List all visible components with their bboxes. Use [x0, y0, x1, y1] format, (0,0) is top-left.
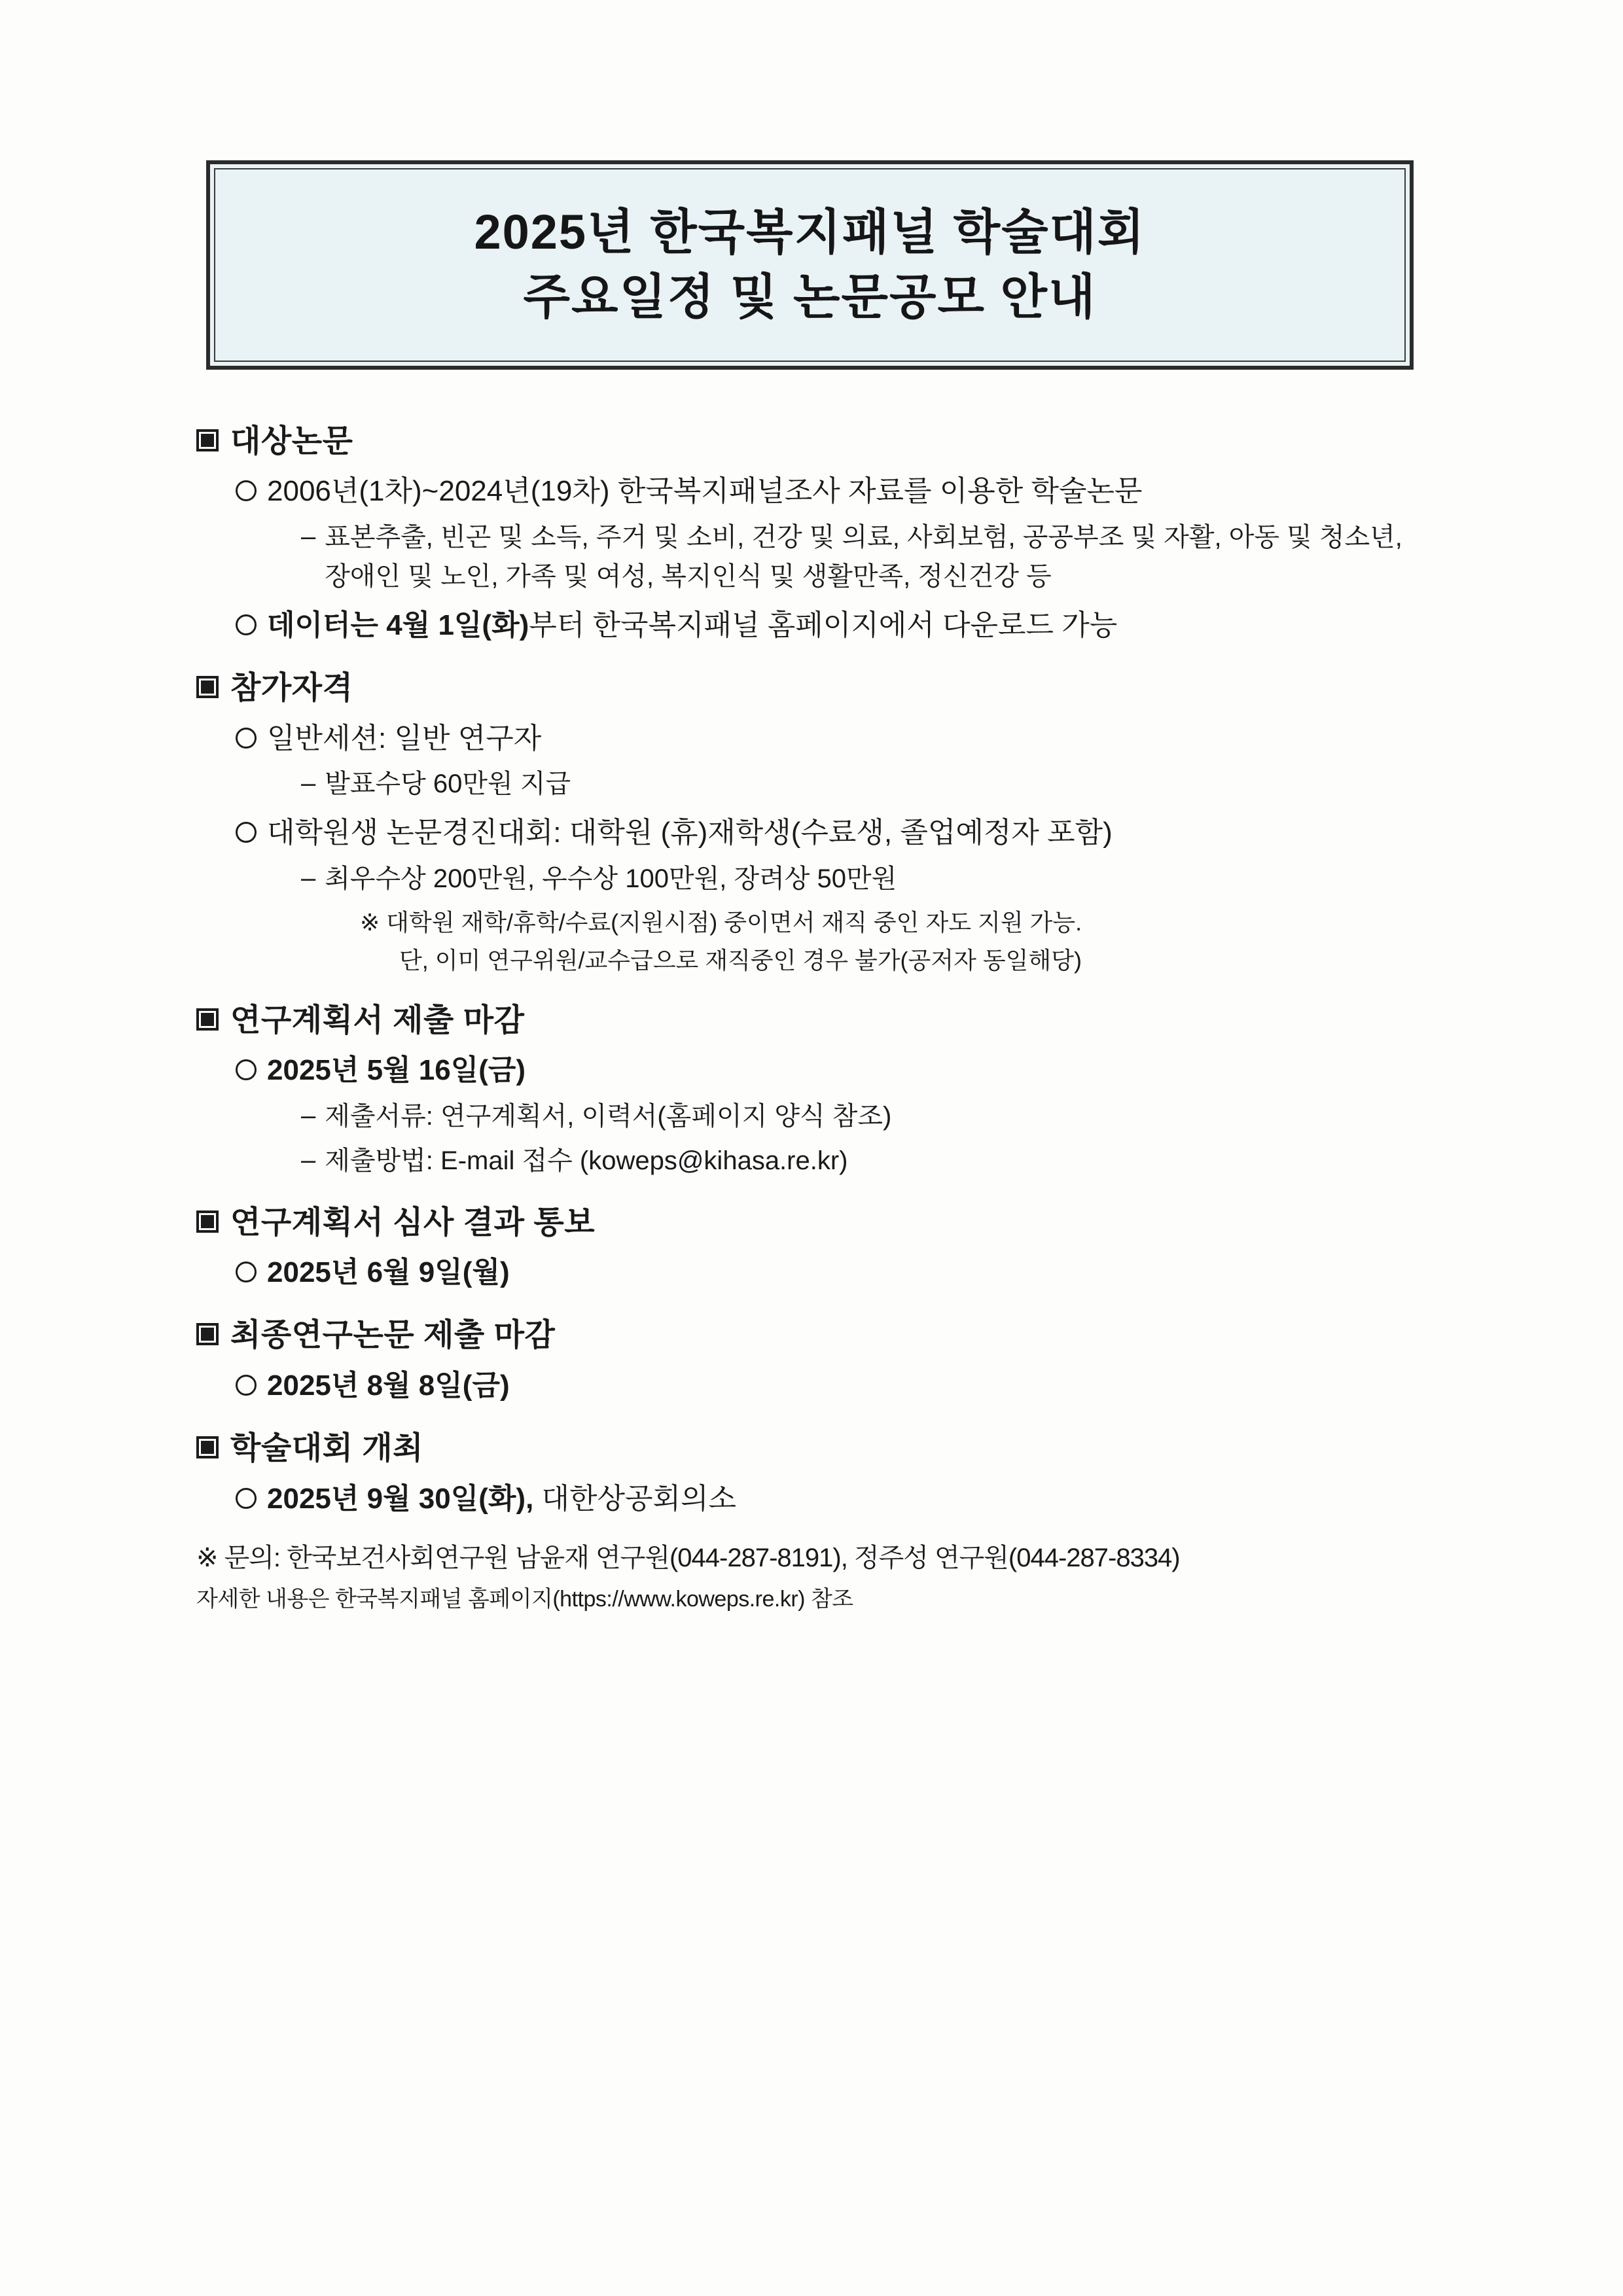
section-proposal-deadline	[196, 1000, 1466, 1180]
note-label: ※ 대학원 재학/휴학/수료(지원시점) 중이면서 재직 중인 자도 지원 가능.	[360, 908, 1082, 936]
square-bullet-icon	[196, 1323, 219, 1345]
section-heading: 학술대회 개최	[230, 1431, 424, 1466]
list-item	[236, 1366, 1466, 1406]
dash-bullet-icon: –	[301, 1101, 316, 1130]
contact-note: ※ 문의: 한국보건사회연구원 남윤재 연구원(044-287-8191), 정주성 연구원(044-287-8334)	[196, 1544, 1180, 1573]
section-eligibility	[196, 668, 1466, 978]
submission-email-label: 제출방법: E-mail 접수 (koweps@kihasa.re.kr)	[325, 1146, 848, 1175]
section-heading: 최종연구논문 제출 마감	[230, 1318, 556, 1353]
square-bullet-icon	[196, 1210, 219, 1233]
list-item-label	[267, 1479, 736, 1519]
result-date: 2025년 6월 9일(월)	[267, 1256, 510, 1288]
list-item-label: 표본추출, 빈곤 및 소득, 주거 및 소비, 건강 및 의료, 사회보험, 공공부조 및 자활, 아동 및 청소년, 장애인 및 노인, 가족 및 여성, 복지인식 및 생활만족, 정신건강 등	[325, 522, 1402, 591]
circle-bullet-icon	[236, 1375, 257, 1396]
list-item-label: 대학원생 논문경진대회: 대학원 (휴)재학생(수료생, 졸업예정자 포함)	[267, 817, 1113, 849]
section-heading-row	[196, 1428, 1466, 1469]
title-box-inner	[214, 168, 1406, 362]
list-item-label: 발표수당 60만원 지급	[325, 769, 571, 799]
list-item-label	[267, 605, 1117, 646]
square-bullet-icon	[196, 429, 219, 451]
list-item	[236, 605, 1466, 646]
square-bullet-icon	[196, 1436, 219, 1458]
circle-bullet-icon	[236, 1059, 257, 1080]
section-heading: 연구계획서 제출 마감	[230, 1002, 525, 1038]
section-conference-date	[196, 1428, 1466, 1519]
circle-bullet-icon	[236, 1488, 257, 1509]
dash-bullet-icon: –	[301, 769, 316, 798]
conference-date: 2025년 9월 30일(화),	[267, 1482, 534, 1515]
list-item	[301, 764, 1466, 804]
list-item-label: 일반세션: 일반 연구자	[267, 722, 542, 754]
title-box	[206, 160, 1414, 370]
list-item	[236, 813, 1466, 853]
dash-bullet-icon: –	[301, 863, 316, 892]
list-item	[236, 1252, 1466, 1293]
document-title-line-2: 주요일정 및 논문공모 안내	[523, 270, 1097, 324]
square-bullet-icon	[196, 676, 219, 698]
section-heading-row	[196, 1000, 1466, 1041]
circle-bullet-icon	[236, 822, 257, 843]
circle-bullet-icon	[236, 614, 257, 635]
section-heading-row	[196, 668, 1466, 709]
reference-note: 자세한 내용은 한국복지패널 홈페이지(https://www.koweps.re.kr) 참조	[196, 1587, 853, 1612]
note-item	[360, 905, 1466, 940]
section-heading: 연구계획서 심사 결과 통보	[230, 1205, 596, 1240]
square-bullet-icon	[196, 1008, 219, 1031]
list-item	[301, 1141, 1466, 1180]
document-title-line-1: 2025년 한국복지패널 학술대회	[474, 205, 1146, 260]
deadline-date: 2025년 5월 16일(금)	[267, 1054, 526, 1087]
section-final-paper-deadline	[196, 1315, 1466, 1406]
section-heading-row	[196, 421, 1466, 462]
section-heading-row	[196, 1203, 1466, 1243]
dash-bullet-icon: –	[301, 521, 316, 551]
dash-bullet-icon: –	[301, 1145, 316, 1174]
section-target-papers	[196, 421, 1466, 646]
list-item-label: 최우수상 200만원, 우수상 100만원, 장려상 50만원	[325, 864, 897, 893]
list-item	[301, 518, 1466, 596]
data-release-date: 데이터는 4월 1일(화)	[267, 609, 529, 641]
list-item	[236, 718, 1466, 759]
circle-bullet-icon	[236, 728, 257, 749]
list-item	[236, 1479, 1466, 1519]
list-item	[301, 859, 1466, 898]
final-deadline-date: 2025년 8월 8일(금)	[267, 1369, 510, 1402]
section-heading: 참가자격	[230, 671, 353, 706]
list-item-label: 제출서류: 연구계획서, 이력서(홈페이지 양식 참조)	[325, 1101, 892, 1131]
circle-bullet-icon	[236, 1262, 257, 1282]
list-item	[301, 1097, 1466, 1136]
list-item	[236, 1050, 1466, 1091]
conference-venue: 대한상공회의소	[533, 1482, 737, 1515]
section-heading-row	[196, 1315, 1466, 1356]
section-review-result	[196, 1203, 1466, 1294]
list-item	[236, 471, 1466, 512]
circle-bullet-icon	[236, 480, 257, 501]
document-content	[196, 399, 1466, 1616]
section-heading: 대상논문	[230, 424, 353, 459]
note-item-sub: 단, 이미 연구위원/교수급으로 재직중인 경우 불가(공저자 동일해당)	[399, 946, 1082, 974]
data-release-rest: 부터 한국복지패널 홈페이지에서 다운로드 가능	[529, 609, 1118, 641]
list-item-label: 2006년(1차)~2024년(19차) 한국복지패널조사 자료를 이용한 학술논문	[267, 475, 1143, 508]
